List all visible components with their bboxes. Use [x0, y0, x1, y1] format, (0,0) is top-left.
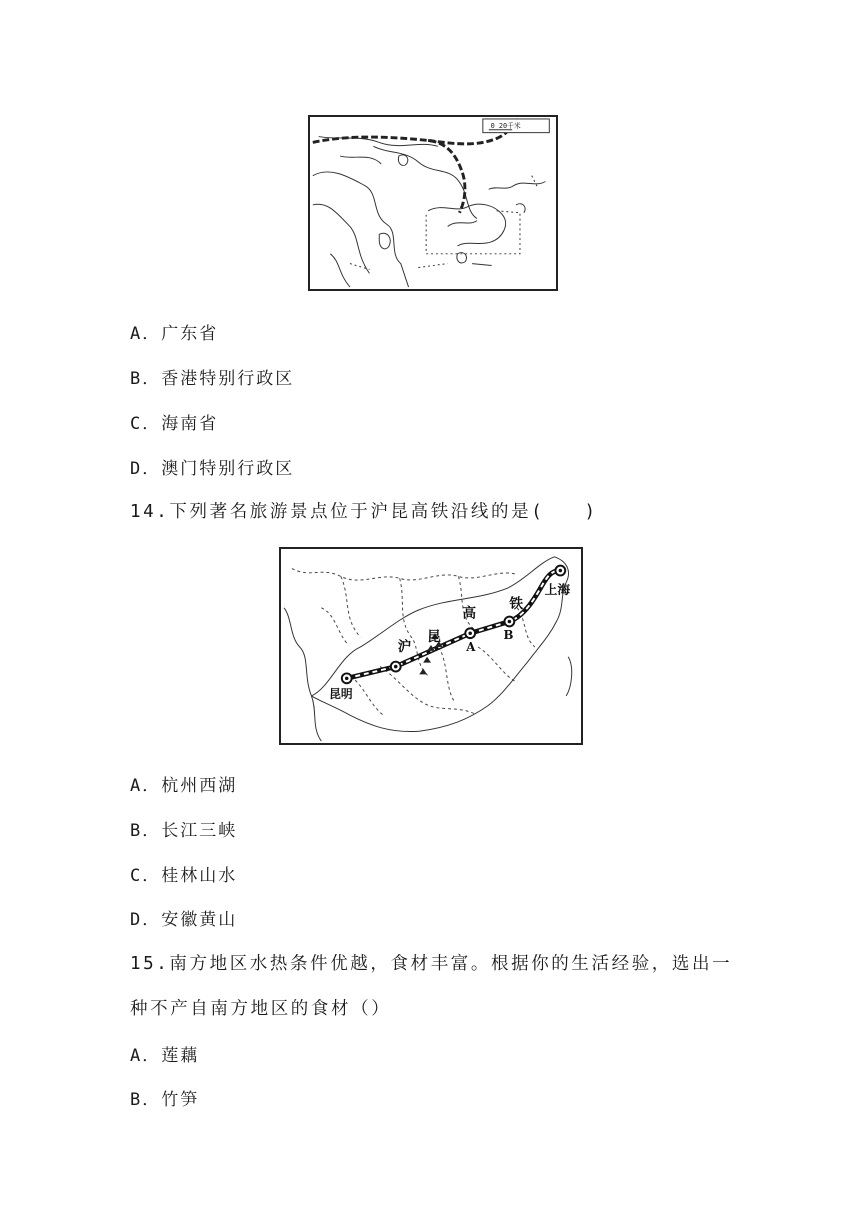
- q15-option-b: B．竹笋: [130, 1090, 200, 1110]
- q13-option-c: C．海南省: [130, 414, 219, 434]
- q14-option-c: C．桂林山水: [130, 866, 238, 886]
- q14-stem: 14.下列著名旅游景点位于沪昆高铁沿线的是( ): [130, 502, 598, 522]
- map-label-hu: 沪: [397, 638, 412, 655]
- map-label-gao: 高: [462, 605, 477, 622]
- map-label-point-b: B: [503, 628, 514, 643]
- q14-option-a: A．杭州西湖: [130, 776, 238, 796]
- q15-option-a: A．莲藕: [130, 1046, 200, 1066]
- map-label-tie: 铁: [509, 595, 524, 612]
- q13-option-a: A．广东省: [130, 324, 219, 344]
- map-label-shanghai: 上海: [544, 583, 571, 599]
- map-scale-label: 0 20千米: [490, 121, 521, 130]
- pearl-river-delta-map-drawing: [310, 117, 556, 289]
- q15-stem-line-1: 15.南方地区水热条件优越，食材丰富。根据你的生活经验，选出一: [130, 954, 733, 974]
- map-label-kunming: 昆明: [329, 686, 353, 701]
- map-label-kun: 昆: [427, 629, 441, 646]
- q13-option-b: B．香港特别行政区: [130, 369, 295, 389]
- q14-option-d: D．安徽黄山: [130, 910, 238, 930]
- pearl-river-delta-map: [308, 115, 558, 291]
- hu-kun-railway-map: [279, 547, 583, 745]
- q13-option-d: D．澳门特别行政区: [130, 459, 295, 479]
- map-label-point-a: A: [466, 639, 476, 654]
- q15-stem-line-2: 种不产自南方地区的食材（）: [130, 999, 392, 1019]
- q14-option-b: B．长江三峡: [130, 821, 238, 841]
- hu-kun-railway-map-drawing: [281, 549, 581, 743]
